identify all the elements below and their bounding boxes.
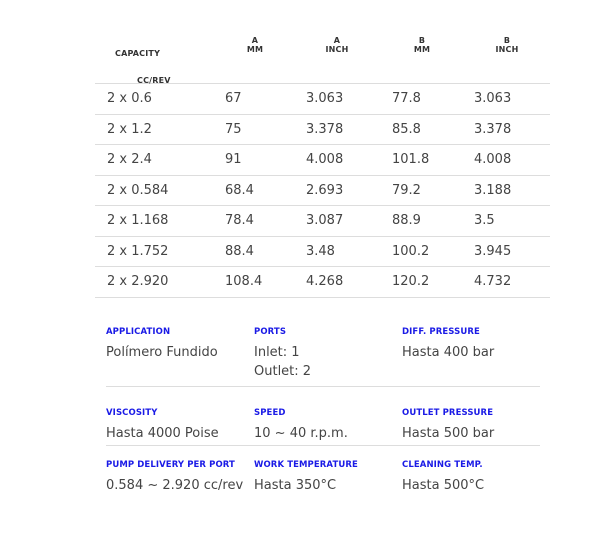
cell-a-inch: 4.008 xyxy=(306,152,344,167)
cell-b-mm: 77.8 xyxy=(392,91,421,106)
spec-diff-pressure xyxy=(402,320,550,362)
spec-label: WORK TEMPERATURE xyxy=(254,460,358,470)
spec-label: DIFF. PRESSURE xyxy=(402,327,480,337)
cell-capacity: 2 x 1.168 xyxy=(107,213,169,228)
cell-capacity: 2 x 1.2 xyxy=(107,121,152,137)
table-row xyxy=(95,237,550,268)
table-row xyxy=(95,84,550,115)
spec-row xyxy=(106,387,540,446)
cell-b-inch: 4.008 xyxy=(474,152,512,167)
spec-value: 10 ~ 40 r.p.m. xyxy=(254,426,348,441)
spec-value: Hasta 4000 Poise xyxy=(106,426,219,441)
spec-work-temperature xyxy=(254,446,402,495)
cell-b-mm: 101.8 xyxy=(392,152,430,167)
cell-b-inch: 4.732 xyxy=(474,274,512,289)
table-row xyxy=(95,206,550,237)
cell-capacity: 2 x 0.584 xyxy=(107,182,169,198)
cell-b-inch: 3.063 xyxy=(474,91,512,106)
cell-a-inch: 3.378 xyxy=(306,121,344,137)
spec-row xyxy=(106,320,540,387)
cell-a-mm: 67 xyxy=(225,91,242,106)
spec-value-line: Inlet: 1 xyxy=(254,345,300,360)
cell-b-mm: 100.2 xyxy=(392,243,430,259)
cell-a-mm: 68.4 xyxy=(225,182,254,198)
cell-a-mm: 91 xyxy=(225,152,242,167)
spec-value: 0.584 ~ 2.920 cc/rev xyxy=(106,478,244,493)
table-row xyxy=(95,145,550,176)
table-row xyxy=(95,267,550,298)
spec-label: OUTLET PRESSURE xyxy=(402,408,494,418)
header-b-mm: B MM xyxy=(413,36,431,54)
table-row xyxy=(95,115,550,146)
spec-value: Hasta 350°C xyxy=(254,478,337,493)
spec-value: Hasta 500°C xyxy=(402,478,485,493)
header-a-inch: A INCH xyxy=(325,36,349,54)
cell-b-inch: 3.188 xyxy=(474,182,512,198)
spec-pump-delivery xyxy=(106,446,254,495)
spec-speed xyxy=(254,387,402,443)
table-row xyxy=(95,176,550,207)
cell-capacity: 2 x 1.752 xyxy=(107,243,169,259)
cell-capacity: 2 x 0.6 xyxy=(107,91,152,106)
cell-capacity: 2 x 2.4 xyxy=(107,152,152,167)
cell-a-mm: 88.4 xyxy=(225,243,254,259)
cell-a-inch: 4.268 xyxy=(306,274,344,289)
spec-label: APPLICATION xyxy=(106,327,171,337)
cell-a-mm: 75 xyxy=(225,121,242,137)
spec-value: Hasta 400 bar xyxy=(402,345,495,360)
spec-label: VISCOSITY xyxy=(106,408,158,418)
cell-a-inch: 3.087 xyxy=(306,213,344,228)
header-capacity-label: CAPACITY xyxy=(115,49,161,58)
header-b-inch: B INCH xyxy=(495,36,519,54)
specifications-grid xyxy=(106,320,540,506)
spec-label: SPEED xyxy=(254,408,286,418)
cell-b-inch: 3.5 xyxy=(474,213,495,228)
cell-b-mm: 85.8 xyxy=(392,121,421,137)
dimensions-table xyxy=(95,30,550,298)
spec-label: PORTS xyxy=(254,327,287,337)
spec-value xyxy=(254,343,402,381)
cell-b-mm: 120.2 xyxy=(392,274,430,289)
header-capacity-unit: CC/REV xyxy=(137,76,171,85)
cell-a-inch: 2.693 xyxy=(306,182,344,198)
cell-a-mm: 108.4 xyxy=(225,274,263,289)
spec-value-line: Outlet: 2 xyxy=(254,364,312,379)
spec-cleaning-temp xyxy=(402,446,550,495)
spec-value: Polímero Fundido xyxy=(106,345,218,360)
spec-outlet-pressure xyxy=(402,387,550,443)
spec-viscosity xyxy=(106,387,254,443)
cell-b-mm: 88.9 xyxy=(392,213,421,228)
cell-a-inch: 3.48 xyxy=(306,243,335,259)
cell-b-inch: 3.378 xyxy=(474,121,512,137)
cell-a-mm: 78.4 xyxy=(225,213,254,228)
header-a-mm: A MM xyxy=(246,36,264,54)
cell-a-inch: 3.063 xyxy=(306,91,344,106)
cell-b-inch: 3.945 xyxy=(474,243,512,259)
spec-ports xyxy=(254,320,402,381)
spec-row xyxy=(106,446,540,506)
spec-value: Hasta 500 bar xyxy=(402,426,495,441)
cell-b-mm: 79.2 xyxy=(392,182,421,198)
spec-application xyxy=(106,320,254,362)
dimensions-table-header xyxy=(95,30,550,84)
spec-label: PUMP DELIVERY PER PORT xyxy=(106,460,235,470)
cell-capacity: 2 x 2.920 xyxy=(107,274,169,289)
spec-label: CLEANING TEMP. xyxy=(402,460,483,470)
